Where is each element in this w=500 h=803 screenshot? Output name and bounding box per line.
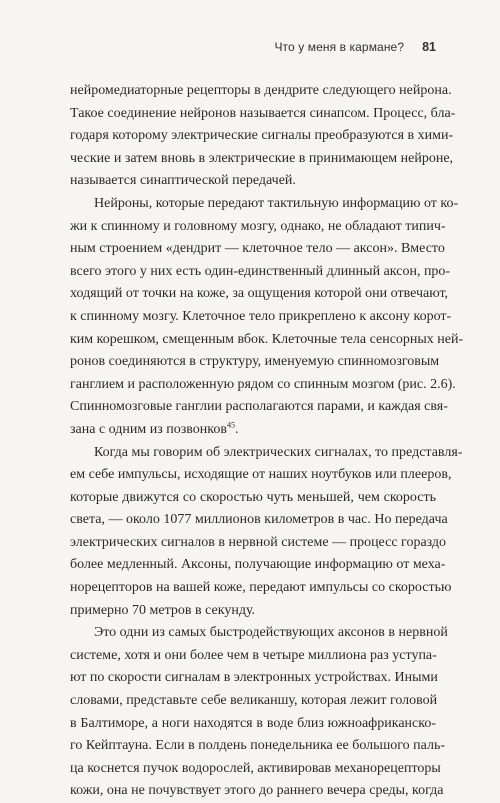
text-line: ческие и затем вновь в электрические в принимающем нейроне, <box>70 150 454 166</box>
body-text <box>70 80 464 803</box>
text-line: в Балтиморе, а ноги находятся в воде близ южноафриканско- <box>70 715 436 731</box>
text-line: к спинному мозгу. Клеточное тело прикреплено к аксону корот- <box>70 308 452 324</box>
text-line: системе, хотя и они более чем в четыре миллиона раз уступа- <box>70 647 437 663</box>
text-line: ем себе импульсы, исходящие от наших ноутбуков или плееров, <box>70 467 452 483</box>
text-line: зана с одним из позвонков$^{45}$. <box>70 420 239 437</box>
text-line: словами, представьте себе великаншу, которая лежит головой <box>70 693 438 709</box>
text-line: примерно 70 метров в секунду. <box>70 602 256 618</box>
text-line: ким корешком, смещенным вбок. Клеточные тела сенсорных ней- <box>70 331 464 347</box>
text-line: Когда мы говорим об электрических сигналах, то представля- <box>94 444 463 460</box>
text-line: кожи, она не почувствует этого до раннего вечера среды, когда <box>70 783 444 799</box>
text-line: ганглием и расположенную рядом со спинным мозгом (рис. 2.6). <box>70 376 456 392</box>
text-line: ца коснется пучок водорослей, активировав механорецепторы <box>70 760 441 776</box>
text-line: Нейроны, которые передают тактильную информацию от ко- <box>94 195 459 211</box>
running-header <box>70 40 436 54</box>
text-line: ходящий от точки на коже, за ощущения которой они отвечают, <box>70 286 449 302</box>
text-line: которые движутся со скоростью чуть меньшей, чем скорость <box>70 489 436 505</box>
text-line: ронов соединяются в структуру, именуемую спинномозговым <box>70 354 440 370</box>
text-line: электрических сигналов в нервной системе — процесс гораздо <box>70 534 447 550</box>
text-line: называется синаптической передачей. <box>70 173 296 189</box>
text-line: ют по скорости сигналам в электронных устройствах. Иными <box>70 670 438 686</box>
footnote-ref[interactable]: 45 <box>226 420 235 430</box>
paragraph <box>70 80 456 193</box>
text-line: го Кейптауна. Если в полдень понедельника ее большого паль- <box>70 738 446 754</box>
paragraph <box>70 622 448 803</box>
text-line: всего этого у них есть один-единственный длинный аксон, про- <box>70 263 451 279</box>
text-line: Спинномозговые ганглии располагаются парами, и каждая свя- <box>70 399 448 415</box>
text-line: света, — около 1077 миллионов километров в час. Но передача <box>70 512 448 528</box>
text-line: годаря которому электрические сигналы преобразуются в хими- <box>70 128 454 144</box>
text-line: ным строением «дендрит — клеточное тело — аксон». Вместо <box>70 241 445 257</box>
punctuation: . <box>234 421 239 437</box>
paragraph <box>70 193 464 442</box>
text-line: более медленный. Аксоны, получающие информацию от меха- <box>70 557 446 573</box>
chapter-title: Что у меня в кармане? <box>274 40 405 54</box>
text-line: жи к спинному и головному мозгу, однако, не обладают типич- <box>70 218 446 234</box>
text-line: нейромедиаторные рецепторы в дендрите следующего нейрона. <box>70 83 452 98</box>
page-number: 81 <box>422 40 436 54</box>
text-line: Такое соединение нейронов называется синапсом. Процесс, бла- <box>70 105 456 121</box>
text-line: норецепторов на вашей коже, передают импульсы со скоростью <box>70 580 452 596</box>
paragraph <box>70 442 463 623</box>
text-line: Это одни из самых быстродействующих аксонов в нервной <box>94 625 448 641</box>
